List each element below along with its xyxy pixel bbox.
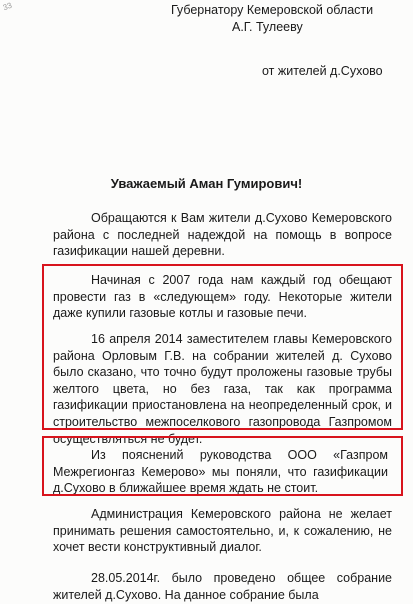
paragraph-administration: Администрация Кемеровского района не желает принимать решения самостоятельно, и, к сожалению, не хочет вести конструктивный диалог. [53,507,392,555]
corner-handwritten-mark: 33 [1,0,14,13]
paragraph-meeting-april: 16 апреля 2014 заместителем главы Кемеровского района Орловым Г.В. на собрании жителей д. Сухово было сказано, что точно будут проложены газовые трубы желтого цвета, но без газа, так как программа газификации приостановлена на неопределенный срок, и строительство межпоселкового газопровода Газпромом осуществляться не будет. [53,332,392,446]
paragraph-intro: Обращаются к Вам жители д.Сухово Кемеровского района с последней надеждой на помощь в вопросе газификации нашей деревни. [53,211,392,259]
recipient-title: Губернатору Кемеровской области [171,3,374,17]
paragraph-general-meeting: 28.05.2014г. было проведено общее собрание жителей д.Сухово. На данное собрание была [53,571,392,602]
paragraph-gazprom-explanation: Из пояснений руководства ООО «Газпром Межрегионгаз Кемерово» мы поняли, что газификации д.Сухово в ближайшее время ждать не стоит. [53,448,388,496]
paragraph-promises: Начиная с 2007 года нам каждый год обещают провести газ в «следующем» году. Некоторые жители даже купили газовые котлы и газовые печи. [53,273,392,321]
sender-line: от жителей д.Сухово [262,64,383,78]
greeting-heading: Уважаемый Аман Гумирович! [110,176,303,191]
recipient-name: А.Г. Тулееву [232,20,303,34]
